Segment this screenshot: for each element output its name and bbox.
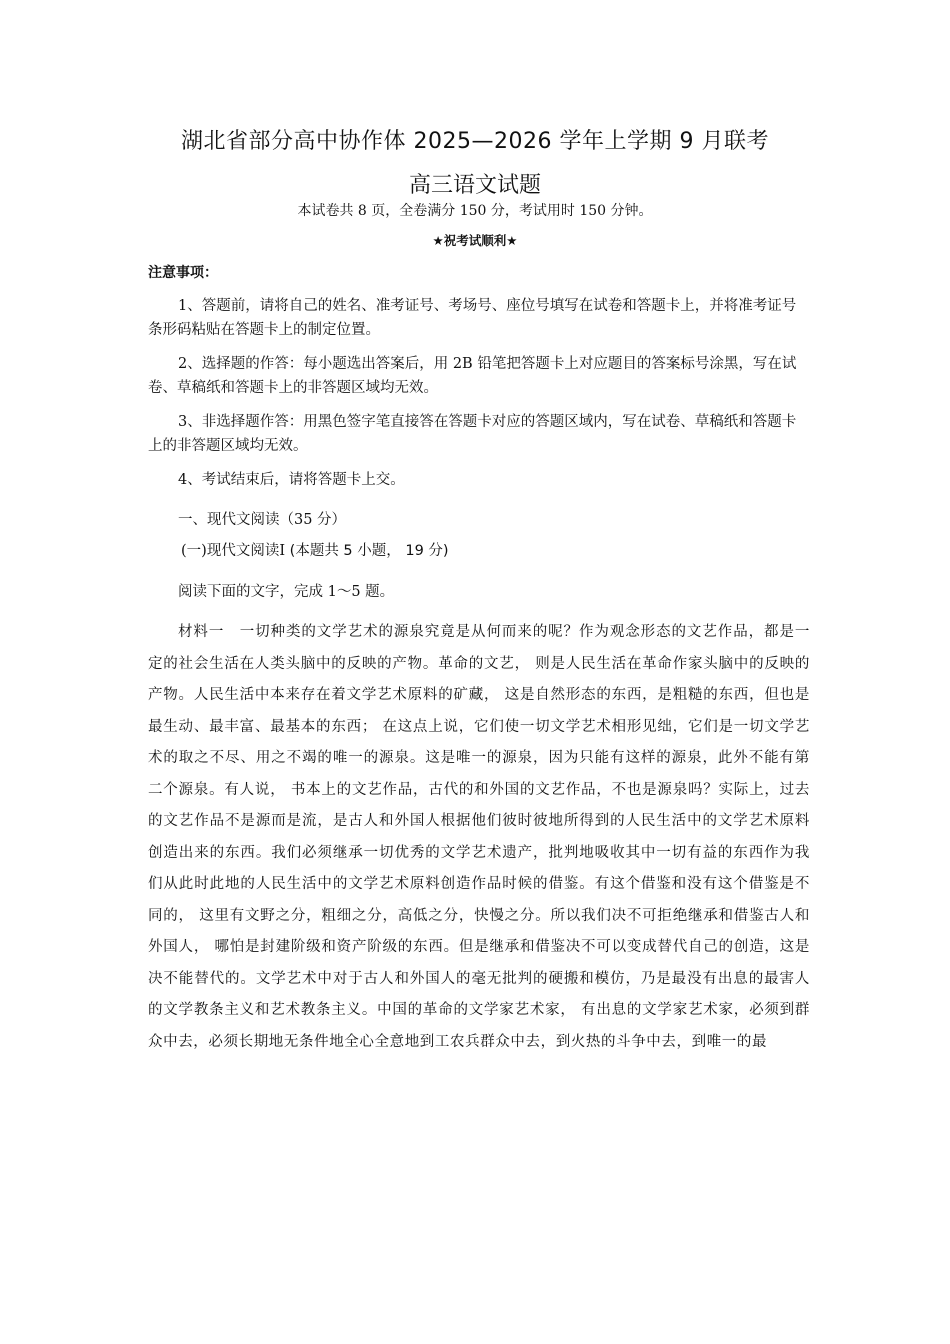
reading-instruction: 阅读下面的文字，完成 1～5 题。 [178, 584, 395, 600]
notice-item: 3、非选择题作答：用黑色签字笔直接答在答题卡对应的答题区域内，写在试卷、草稿纸和答题卡上的非答题区域均无效。 [148, 414, 797, 454]
exam-subtitle: 高三语文试题 [408, 173, 541, 198]
sub-section-label: (一)现代文阅读Ⅰ [181, 543, 286, 559]
exam-meta: 本试卷共 8 页，全卷满分 150 分，考试用时 150 分钟。 [297, 203, 653, 219]
exam-motto: ★祝考试顺利★ [432, 233, 518, 248]
notice-heading: 注意事项： [148, 265, 218, 281]
exam-title: 湖北省部分高中协作体 2025—2026 学年上学期 9 月联考 [181, 129, 769, 154]
reading-passage: 材料一 一切种类的文学艺术的源泉究竟是从何而来的呢？作为观念形态的文艺作品，都是一定的社会生活在人类头脑中的反映的产物。革命的文艺， 则是人民生活在革命作家头脑中的反映的产物。人民生活中本来存在着文学艺术原料的矿藏， 这是自然形态的东西，是粗糙的东西，但也是最生动、最丰富、最基本的东西； 在这点上说，它们使一切文学艺术相形见绌，它们是一切文学艺术的取之不尽、用之不竭的唯一的源泉。这是唯一的源泉，因为只能有这样的源泉，此外不能有第二个源泉。有人说， 书本上的文艺作品，古代的和外国的文艺作品，不也是源泉吗？实际上，过去的文艺作品不是源而是流，是古人和外国人根据他们彼时彼地所得到的人民生活中的文学艺术原料创造出来的东西。我们必须继承一切优秀的文学艺术遗产，批判地吸收其中一切有益的东西作为我们从此时此地的人民生活中的文学艺术原料创造作品时候的借鉴。有这个借鉴和没有这个借鉴是不同的， 这里有文野之分，粗细之分，高低之分，快慢之分。所以我们决不可拒绝继承和借鉴古人和外国人， 哪怕是封建阶级和资产阶级的东西。但是继承和借鉴决不可以变成替代自己的创造，这是决不能替代的。文学艺术中对于古人和外国人的毫无批判的硬搬和模仿，乃是最没有出息的最害人的文学教条主义和艺术教条主义。中国的革命的文学家艺术家， 有出息的文学家艺术家，必须到群众中去，必须长期地无条件地全心全意地到工农兵群众中去，到火热的斗争中去，到唯一的最 [148, 624, 810, 1050]
sub-section-detail: (本题共 5 小题， 19 分) [289, 543, 449, 559]
notice-item: 1、答题前，请将自己的姓名、准考证号、考场号、座位号填写在试卷和答题卡上，并将准考证号条形码粘贴在答题卡上的制定位置。 [148, 298, 797, 338]
sub-section-title [181, 539, 449, 560]
notice-item: 2、选择题的作答：每小题选出答案后，用 2B 铅笔把答题卡上对应题目的答案标号涂黑，写在试卷、草稿纸和答题卡上的非答题区域均无效。 [148, 356, 797, 396]
section-title: 一、现代文阅读（35 分） [178, 512, 347, 528]
notice-item: 4、考试结束后，请将答题卡上交。 [178, 472, 405, 488]
